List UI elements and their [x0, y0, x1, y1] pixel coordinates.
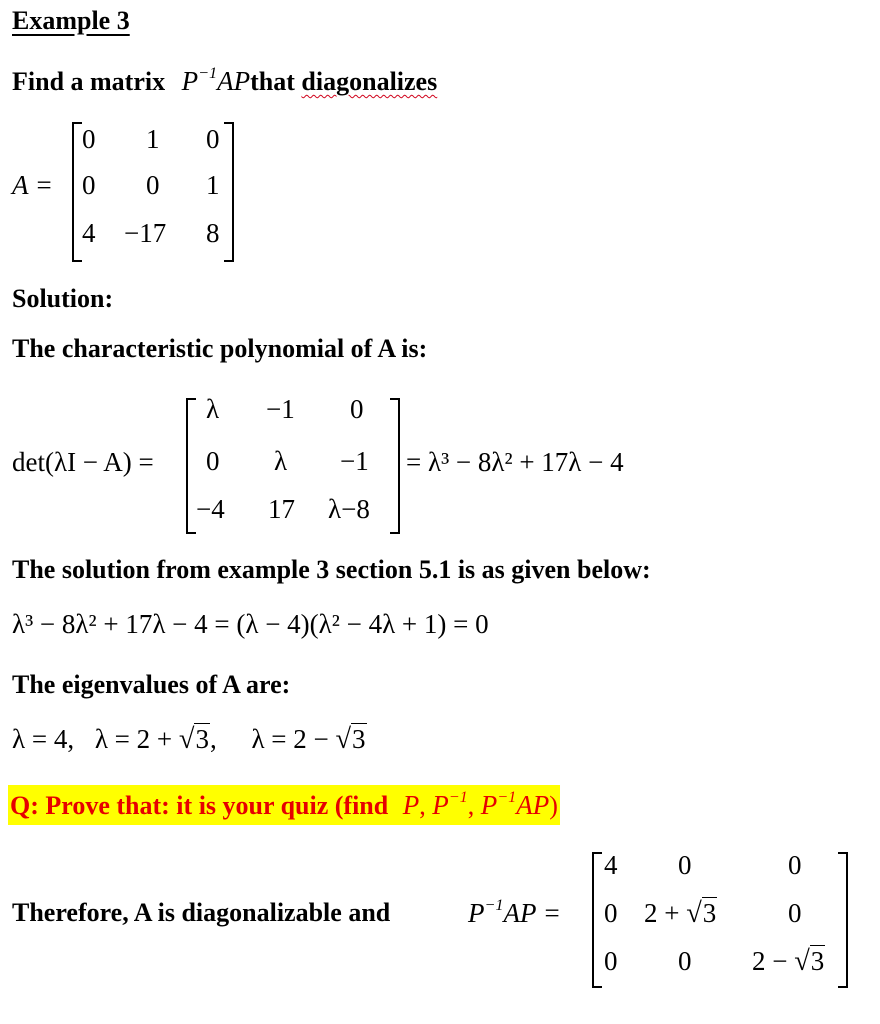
eigen-text: The eigenvalues of A are: [12, 670, 291, 699]
sqrt-symbol: √3 [335, 724, 366, 755]
eigenvalue-1: λ = 4, [12, 724, 75, 754]
quiz-p: P [402, 790, 420, 820]
matrix-a-cell: 0 [82, 124, 96, 154]
matrix-a-cell: 0 [82, 170, 96, 200]
det-cell: 17 [268, 494, 295, 524]
det-left-bracket [186, 398, 196, 534]
matrix-a-cell: 4 [82, 218, 96, 248]
det-cell: −1 [266, 394, 295, 424]
matrix-a-cell: 1 [146, 124, 160, 154]
diag-cell: 2 + √3 [644, 898, 717, 929]
matrix-a-cell: 1 [206, 170, 220, 200]
diag-cell: 4 [604, 850, 618, 880]
det-cell: −1 [340, 446, 369, 476]
det-cell: λ [274, 446, 288, 476]
det-cell: 0 [350, 394, 364, 424]
find-line [12, 66, 437, 97]
diag-cell: 2 − √3 [752, 946, 825, 977]
matrix-a-cell: 0 [206, 124, 220, 154]
matrix-a-left-bracket [72, 122, 82, 262]
matrix-a-right-bracket [224, 122, 234, 262]
factor-equation: λ³ − 8λ² + 17λ − 4 = (λ − 4)(λ² − 4λ + 1) = 0 [12, 609, 489, 639]
matrix-a-label: A = [12, 170, 53, 200]
det-rhs: = λ³ − 8λ² + 17λ − 4 [406, 447, 624, 477]
quiz-p-inverse: $P^{-1}$ [432, 788, 468, 820]
det-cell: λ−8 [328, 494, 370, 524]
find-expression: $P^{-1}AP$ [181, 64, 251, 96]
diag-cell: 0 [678, 946, 692, 976]
diag-cell: 0 [788, 850, 802, 880]
eigenvalues [12, 724, 367, 756]
diag-left-bracket [592, 852, 602, 988]
matrix-a-cell: 0 [146, 170, 160, 200]
eigenvalue-2: λ = 2 + √3, [94, 724, 217, 755]
quiz-p-inverse-ap: $P^{-1}AP$ [480, 788, 550, 820]
det-cell: λ [206, 394, 220, 424]
sqrt-symbol: √3 [178, 724, 209, 755]
diag-cell: 0 [604, 946, 618, 976]
diag-right-bracket [838, 852, 848, 988]
example-title: Example 3 [12, 6, 130, 35]
diag-cell: 0 [678, 850, 692, 880]
diag-cell: 0 [604, 898, 618, 928]
det-right-bracket [390, 398, 400, 534]
find-that: that [250, 67, 295, 96]
solution-label: Solution: [12, 284, 114, 313]
solution-from-text: The solution from example 3 section 5.1 is as given below: [12, 555, 651, 584]
matrix-a-cell: 8 [206, 218, 220, 248]
find-word-diagonalizes: diagonalizes [301, 67, 438, 96]
matrix-a-cell: −17 [124, 218, 167, 248]
quiz-highlight: Q: Prove that: it is your quiz (find P, $P^{-1}$, $P^{-1}AP$) [8, 785, 560, 825]
det-cell: −4 [196, 494, 225, 524]
quiz-text: Q: Prove that: it is your quiz (find [10, 791, 389, 820]
det-lhs: det(λI − A) = [12, 447, 154, 477]
therefore-text: Therefore, A is diagonalizable and [12, 898, 391, 927]
eigenvalue-3: λ = 2 − √3 [251, 724, 366, 755]
sqrt-symbol: √3 [686, 898, 717, 929]
find-intro: Find a matrix [12, 67, 166, 96]
sqrt-symbol: √3 [794, 946, 825, 977]
final-lhs: $P^{-1}AP$ = [468, 896, 561, 928]
char-poly-text: The characteristic polynomial of A is: [12, 334, 428, 363]
det-cell: 0 [206, 446, 220, 476]
diag-cell: 0 [788, 898, 802, 928]
